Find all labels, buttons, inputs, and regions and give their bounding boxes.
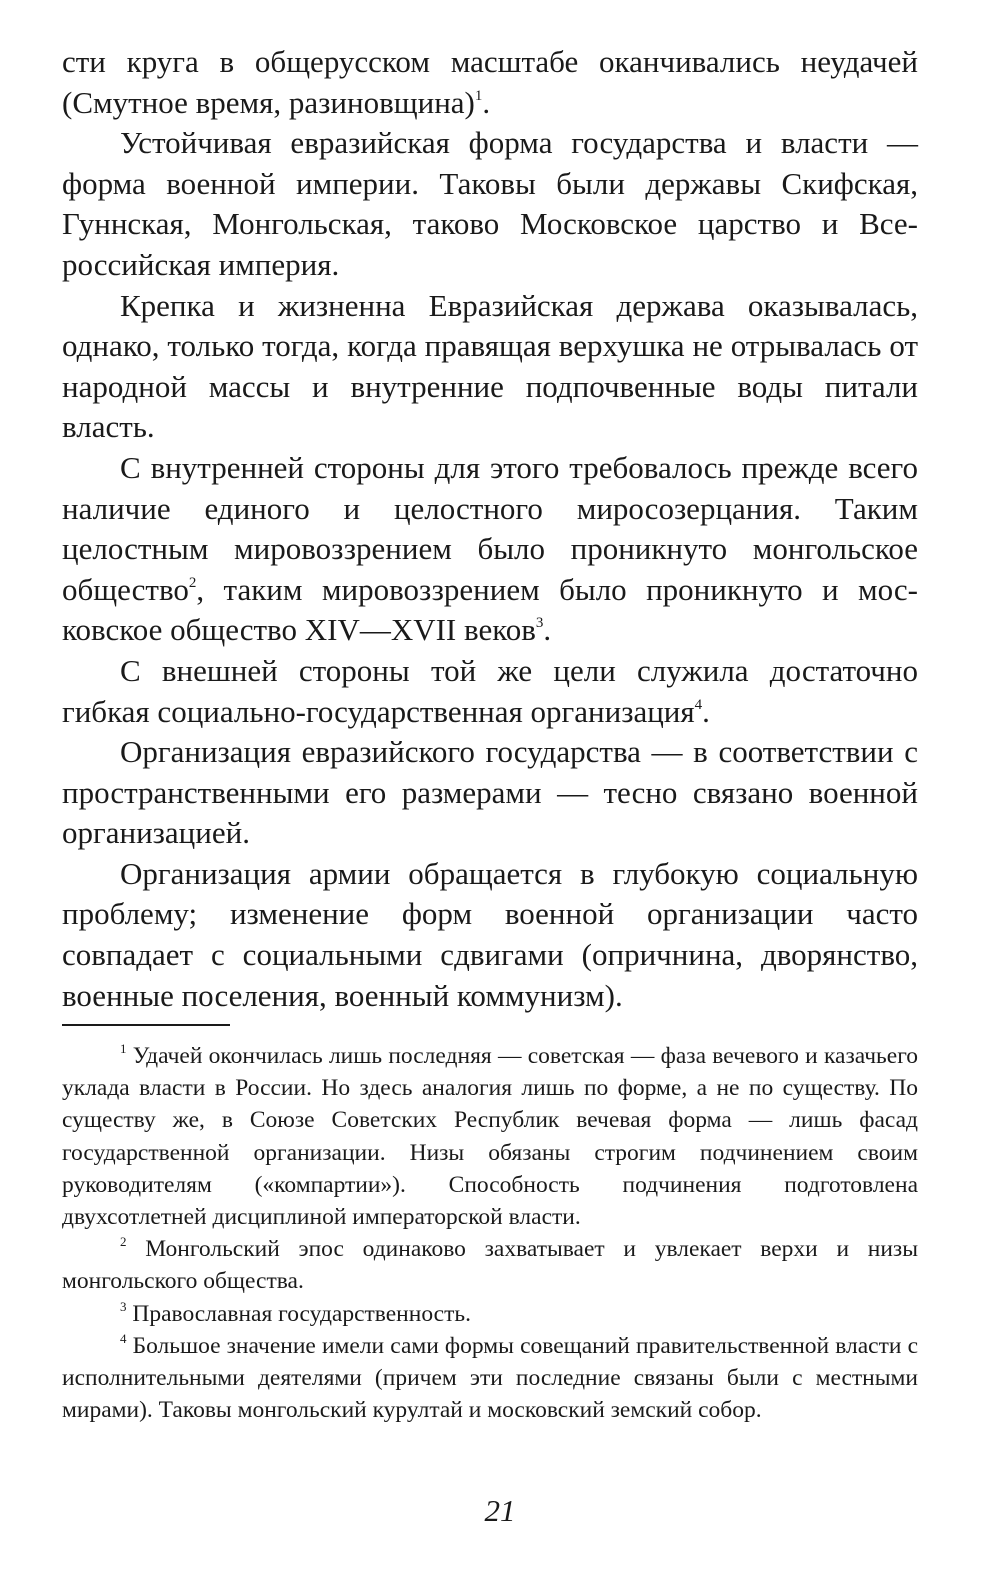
- footnote-mark: 4: [120, 1330, 127, 1346]
- paragraph-text-continued: , таким мировоззрением было проникнуто и московское общество XIV—XVII веков: [62, 571, 918, 648]
- page-number: 21: [484, 1493, 516, 1528]
- footnote-text: Монгольский эпос одинаково захватывает и увлекает верхи и низы монгольского общества.: [62, 1236, 918, 1295]
- footnotes: [62, 1040, 918, 1426]
- footnote-text: Удачей окончилась лишь последняя — советская — фаза вечевого и казачьего уклада власти в России. Но здесь аналогия лишь по форме, а не по существу. По существу же, в Союзе Советских Республик вечевая форма — лишь фасад государственной организации. Низы обязаны строгим подчинением своим руководителям («компартии»). Способность подчинения подготовлена двухсотлетней дисциплиной императорской власти.: [62, 1043, 918, 1231]
- paragraph-text: Крепка и жизненна Евразийская держава оказывалась, однако, только тогда, когда правящая верхушка не отрывалась от народной массы и внутренние подпочвенные воды питали власть.: [62, 287, 918, 445]
- paragraph-text: Устойчивая евразийская форма государства и власти — форма военной империи. Таковы были державы Скифская, Гуннская, Монгольская, таково Московское царство и Всероссийская империя.: [62, 125, 918, 282]
- footnote-ref-1[interactable]: 1: [474, 87, 483, 104]
- main-text: [62, 42, 918, 1016]
- footnote-mark: 1: [120, 1041, 127, 1056]
- paragraph-5: [62, 651, 918, 732]
- footnote-ref-3[interactable]: 3: [535, 615, 544, 632]
- footnote-ref-4[interactable]: 4: [694, 696, 703, 713]
- footnote-3: [62, 1298, 918, 1330]
- footnote-mark: 3: [120, 1298, 127, 1314]
- paragraph-4: [62, 448, 918, 651]
- paragraph-text: Организация армии обращается в глубокую социальную проблему; изменение форм военной организации часто совпадает с социальными сдвигами (опричнина, дворянство, военные поселения, военный коммунизм).: [62, 855, 918, 1013]
- paragraph-tail: .: [482, 84, 491, 120]
- paragraph-text: С внутренней стороны для этого требовалось прежде всего наличие единого и целостного миросозерцания. Таким целостным мировоззрением было проникнуто монгольское общество: [62, 449, 918, 607]
- paragraph-text: Организация евразийского государства — в соответствии с пространственными его размерами — тесно связано военной организацией.: [62, 734, 918, 851]
- footnote-text: Православная государственность.: [126, 1300, 471, 1327]
- footnote-4: [62, 1330, 918, 1427]
- footnote-ref-2[interactable]: 2: [188, 574, 197, 591]
- footnote-2: [62, 1233, 918, 1297]
- paragraph-tail: .: [543, 612, 552, 648]
- footnote-1: [62, 1040, 918, 1233]
- paragraph-7: [62, 854, 918, 1016]
- paragraph-text: С внешней стороны той же цели служила достаточно гибкая социально-государственная организация: [62, 652, 918, 729]
- footnote-separator: [62, 1024, 230, 1026]
- paragraph-tail: .: [702, 693, 710, 729]
- paragraph-1: [62, 42, 918, 123]
- footnote-text: Большое значение имели сами формы совещаний правительственной власти с исполнительными деятелями (причем эти последние связаны были с местными мирами). Таковы монгольский курултай и московский земский собор.: [62, 1332, 918, 1424]
- paragraph-6: [62, 732, 918, 854]
- paragraph-3: [62, 286, 918, 448]
- footnote-mark: 2: [120, 1234, 127, 1250]
- paragraph-text: сти круга в общерусском масштабе оканчивались неудачей (Смутное время, разиновщина): [62, 44, 918, 120]
- paragraph-2: [62, 123, 918, 285]
